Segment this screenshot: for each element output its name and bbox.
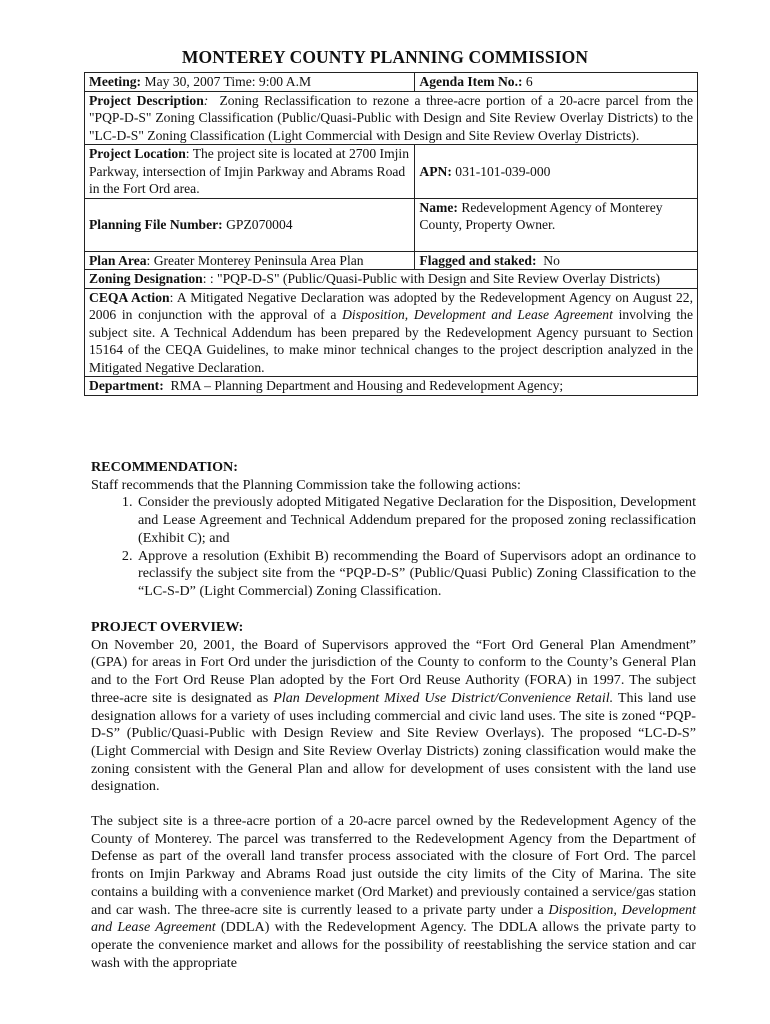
recommendation-intro: Staff recommends that the Planning Commission take the following actions: xyxy=(91,476,521,493)
name-value: Redevelopment Agency of Monterey County, Property Owner. xyxy=(419,199,663,232)
plan-row xyxy=(85,251,698,270)
agenda-value: 6 xyxy=(525,74,533,89)
overview-paragraph-1 xyxy=(91,637,696,796)
zoning-cell xyxy=(85,270,698,289)
overview-p2-text-b: (DDLA) with the Redevelopment Agency. The DDLA allows the private party to operate the convenience market and allows for the possibility of reestablishing the service station and car wash with the appropriate xyxy=(91,919,697,971)
name-cell xyxy=(415,198,698,251)
description-value: Zoning Reclassification to rezone a three-acre portion of a 20-acre parcel from the "PQP-D-S" Zoning Classification (Public/Quasi-Public with Design and Site Review Overlay Districts) to the "LC-D-S" Zoning Classification (Light Commercial with Design and Site Review Overlay Districts). xyxy=(89,92,693,143)
description-cell xyxy=(85,91,698,145)
department-row xyxy=(85,377,698,396)
zoning-row xyxy=(85,270,698,289)
plan-cell xyxy=(85,251,415,270)
recommendation-item-1: 1. Consider the previously adopted Mitigated Negative Declaration for the Disposition, Development and Lease Agreement and Technical Addendum prepared for the proposed zoning reclassification (Exhibit C); and xyxy=(136,494,696,547)
overview-p2-italic: Disposition, Development and Lease Agreement xyxy=(91,901,696,936)
agenda-label: Agenda Item No.: xyxy=(419,74,523,89)
overview-p2-text-a: The subject site is a three-acre portion of a 20-acre parcel owned by the Redevelopment Agency of the County of Monterey. The parcel was transferred to the Redevelopment Agency from the Department of Defense as part of the overall land transfer process associated with the closure of Fort Ord. The parcel fronts on Imjin Parkway and Abrams Road just outside the city limits of the City of Marina. The site contains a building with a convenience market (Ord Market) and previously contained a service/gas station and car wash. The three-acre site is currently leased to a private party under a xyxy=(91,813,696,918)
name-label: Name: xyxy=(419,199,458,215)
flagged-cell xyxy=(415,251,698,270)
page-title: MONTEREY COUNTY PLANNING COMMISSION xyxy=(181,47,589,67)
ceqa-italic: Disposition, Development and Lease Agreement xyxy=(342,307,613,322)
meeting-value: May 30, 2007 Time: 9:00 A.M xyxy=(144,74,312,89)
zoning-label: Zoning Designation xyxy=(89,271,203,286)
file-row xyxy=(85,198,698,251)
plan-value: : Greater Monterey Peninsula Area Plan xyxy=(146,252,364,268)
department-cell xyxy=(85,377,698,396)
overview-p1-text-b: This land use designation allows for a variety of uses including commercial and civic land uses. The site is zoned “PQP-D-S” (Public/Quasi-Public with Design Review and Site Review Overlays). The proposed “LC-D-S” (Light Commercial with Design and Site Review Overlay Districts) zoning classification would make the zoning consistent with the General Plan and allow for development of uses consistent with the land use designation. xyxy=(91,689,696,795)
ceqa-cell xyxy=(85,288,698,377)
location-row xyxy=(85,145,698,199)
file-label: Planning File Number: xyxy=(89,216,223,232)
department-value: RMA – Planning Department and Housing and Redevelopment Agency; xyxy=(170,378,564,393)
flagged-value: No xyxy=(543,252,560,268)
apn-label: APN: xyxy=(419,163,452,179)
file-cell xyxy=(85,198,415,251)
zoning-value: : : "PQP-D-S" (Public/Quasi-Public with Design and Site Review Overlay Districts) xyxy=(202,271,661,286)
recommendation-list xyxy=(91,494,696,600)
overview-heading: PROJECT OVERVIEW: xyxy=(91,619,244,635)
recommendation-item-2: 2. Approve a resolution (Exhibit B) recommending the Board of Supervisors adopt an ordinance to reclassify the subject site from the “PQP-D-S” (Public/Quasi Public) Zoning Classification to the “LC-S-D” (Light Commercial) Zoning Classification. xyxy=(136,548,696,601)
ceqa-text-1: : A Mitigated Negative Declaration was adopted by the Redevelopment Agency on August 22, 2006 in conjunction with the approval of a xyxy=(89,289,693,322)
overview-section xyxy=(91,619,696,972)
agenda-cell xyxy=(415,73,698,92)
overview-p1-text-a: On November 20, 2001, the Board of Supervisors approved the “Fort Ord General Plan Amendment” (GPA) for areas in Fort Ord under the jurisdiction of the County to conform to the County’s General Plan and to the Fort Ord Reuse Plan adopted by the Fort Ord Reuse Authority (FORA) in 1997. The subject three-acre site is designated as xyxy=(91,636,696,706)
meeting-row xyxy=(85,73,698,92)
project-info-table xyxy=(84,72,698,396)
meeting-label: Meeting: xyxy=(89,74,142,89)
location-value: : The project site is located at 2700 Imjin Parkway, intersection of Imjin Parkway and Abrams Road in the Fort Ord area. xyxy=(89,146,410,196)
plan-label: Plan Area xyxy=(89,252,147,268)
flagged-label: Flagged and staked: xyxy=(419,252,537,268)
department-label: Department: xyxy=(89,378,164,393)
description-label: Project Description xyxy=(89,92,204,108)
overview-paragraph-2 xyxy=(91,813,696,972)
meeting-cell xyxy=(85,73,415,92)
description-row xyxy=(85,91,698,145)
file-value: GPZ070004 xyxy=(226,216,293,232)
overview-p1-italic: Plan Development Mixed Use District/Convenience Retail. xyxy=(273,689,614,706)
ceqa-label: CEQA Action xyxy=(89,289,170,305)
location-label: Project Location xyxy=(89,146,186,161)
description-colon: : xyxy=(203,92,209,108)
apn-cell xyxy=(415,145,698,199)
location-cell xyxy=(85,145,415,199)
apn-value: 031-101-039-000 xyxy=(455,163,551,179)
recommendation-heading: RECOMMENDATION: xyxy=(91,459,238,475)
recommendation-section xyxy=(91,459,696,601)
ceqa-row xyxy=(85,288,698,377)
ceqa-text-2: involving the subject site. A Technical Addendum has been prepared by the Redevelopment Agency pursuant to Section 15164 of the CEQA Guidelines, to make minor technical changes to the project description analyzed in the Mitigated Negative Declaration. xyxy=(89,307,693,375)
